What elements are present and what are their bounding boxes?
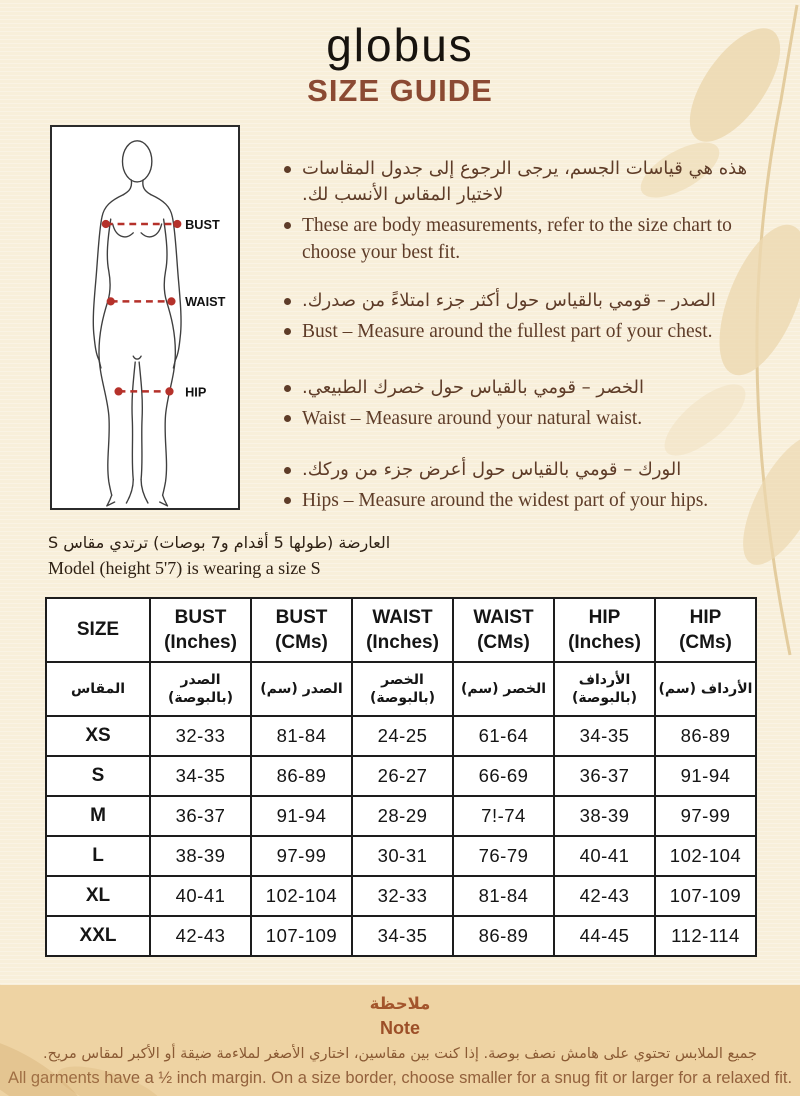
model-note-ar: العارضة (طولها 5 أقدام و7 بوصات) ترتدي مقاس S	[48, 533, 391, 552]
value-cell: 7!-74	[453, 796, 554, 836]
instruction-text-ar: الصدر – قومي بالقياس حول أكثر جزء امتلاءً من صدرك.	[302, 290, 716, 311]
table-row	[46, 876, 756, 916]
value-cell: 102-104	[251, 876, 352, 916]
value-cell: 86-89	[453, 916, 554, 956]
size-cell: XL	[46, 876, 150, 916]
column-header-ar: الأرداف (بالبوصة)	[554, 662, 655, 716]
table-row	[46, 836, 756, 876]
table-row	[46, 716, 756, 756]
value-cell: 32-33	[150, 716, 251, 756]
table-header-row-ar	[46, 662, 756, 716]
table-row	[46, 916, 756, 956]
column-header-ar: الخصر (سم)	[453, 662, 554, 716]
column-header-ar: الأرداف (سم)	[655, 662, 756, 716]
table-header-row-en	[46, 598, 756, 662]
size-cell: L	[46, 836, 150, 876]
column-header: BUST (Inches)	[150, 598, 251, 662]
size-cell: XXL	[46, 916, 150, 956]
value-cell: 86-89	[251, 756, 352, 796]
bullet-icon	[284, 385, 291, 392]
value-cell: 42-43	[554, 876, 655, 916]
column-header: HIP (CMs)	[655, 598, 756, 662]
figure-strokes	[93, 141, 181, 506]
value-cell: 81-84	[453, 876, 554, 916]
bullet-icon	[284, 415, 291, 422]
value-cell: 40-41	[554, 836, 655, 876]
value-cell: 36-37	[554, 756, 655, 796]
bust-label: BUST	[185, 216, 220, 232]
list-item	[284, 156, 750, 208]
body-measurement-diagram	[50, 125, 240, 510]
value-cell: 91-94	[655, 756, 756, 796]
measurement-instructions-list	[284, 156, 750, 514]
value-cell: 66-69	[453, 756, 554, 796]
bullet-icon	[284, 298, 291, 305]
note-heading-ar: ملاحظة	[369, 994, 431, 1013]
instruction-text-en: Bust – Measure around the fullest part of your chest.	[302, 321, 713, 342]
column-header-ar: المقاس	[46, 662, 150, 716]
hip-measure-line	[114, 384, 206, 399]
page-title: SIZE GUIDE	[307, 73, 493, 108]
value-cell: 61-64	[453, 716, 554, 756]
model-note-en: Model (height 5'7) is wearing a size S	[48, 558, 321, 578]
bullet-icon	[284, 467, 291, 474]
bullet-icon	[284, 497, 291, 504]
value-cell: 30-31	[352, 836, 453, 876]
waist-label: WAIST	[185, 294, 226, 310]
size-cell: S	[46, 756, 150, 796]
value-cell: 26-27	[352, 756, 453, 796]
value-cell: 44-45	[554, 916, 655, 956]
value-cell: 112-114	[655, 916, 756, 956]
bullet-icon	[284, 222, 291, 229]
value-cell: 34-35	[554, 716, 655, 756]
column-header: WAIST (CMs)	[453, 598, 554, 662]
instruction-text-ar: الورك – قومي بالقياس حول أعرض جزء من وركك.	[302, 459, 682, 480]
column-header-ar: الخصر (بالبوصة)	[352, 662, 453, 716]
value-cell: 107-109	[251, 916, 352, 956]
column-header: WAIST (Inches)	[352, 598, 453, 662]
value-cell: 34-35	[352, 916, 453, 956]
size-cell: XS	[46, 716, 150, 756]
value-cell: 40-41	[150, 876, 251, 916]
column-header-ar: الصدر (بالبوصة)	[150, 662, 251, 716]
instruction-text-en: These are body measurements, refer to the size chart to choose your best fit.	[302, 215, 732, 263]
list-item	[284, 487, 750, 514]
list-item	[284, 288, 750, 314]
value-cell: 36-37	[150, 796, 251, 836]
size-cell: M	[46, 796, 150, 836]
instruction-text-ar: هذه هي قياسات الجسم، يرجى الرجوع إلى جدول المقاسات لاختيار المقاس الأنسب لك.	[302, 158, 748, 205]
value-cell: 38-39	[150, 836, 251, 876]
model-size-note	[48, 531, 390, 581]
value-cell: 97-99	[655, 796, 756, 836]
instruction-text-en: Hips – Measure around the widest part of your hips.	[302, 490, 709, 511]
note-heading-en: Note	[380, 1018, 420, 1038]
bullet-icon	[284, 166, 291, 173]
column-header: HIP (Inches)	[554, 598, 655, 662]
value-cell: 97-99	[251, 836, 352, 876]
bullet-icon	[284, 328, 291, 335]
value-cell: 102-104	[655, 836, 756, 876]
value-cell: 34-35	[150, 756, 251, 796]
value-cell: 42-43	[150, 916, 251, 956]
instruction-text-ar: الخصر – قومي بالقياس حول خصرك الطبيعي.	[302, 377, 645, 398]
list-item	[284, 457, 750, 483]
leaf-decoration-in-note-band	[0, 985, 190, 1096]
column-header-ar: الصدر (سم)	[251, 662, 352, 716]
table-row	[46, 756, 756, 796]
value-cell: 81-84	[251, 716, 352, 756]
value-cell: 107-109	[655, 876, 756, 916]
value-cell: 24-25	[352, 716, 453, 756]
list-item	[284, 375, 750, 401]
value-cell: 38-39	[554, 796, 655, 836]
brand-logo: globus	[326, 19, 474, 71]
table-row	[46, 796, 756, 836]
value-cell: 76-79	[453, 836, 554, 876]
note-body-en: All garments have a ½ inch margin. On a size border, choose smaller for a snug fit or larger for a relaxed fit.	[7, 1069, 793, 1087]
value-cell: 32-33	[352, 876, 453, 916]
list-item	[284, 405, 750, 432]
value-cell: 28-29	[352, 796, 453, 836]
column-header: BUST (CMs)	[251, 598, 352, 662]
list-item	[284, 318, 750, 345]
note-body-ar: جميع الملابس تحتوي على هامش نصف بوصة. إذا كنت بين مقاسين، اختاري الأصغر لملاءمة ضيقة أو الأكبر لمقاس مريح.	[43, 1046, 757, 1062]
value-cell: 91-94	[251, 796, 352, 836]
hip-label: HIP	[185, 384, 207, 400]
value-cell: 86-89	[655, 716, 756, 756]
size-chart-table	[45, 597, 757, 957]
instruction-text-en: Waist – Measure around your natural waist.	[302, 408, 643, 429]
column-header: SIZE	[46, 598, 150, 662]
list-item	[284, 212, 750, 266]
female-figure-outline	[52, 127, 238, 508]
